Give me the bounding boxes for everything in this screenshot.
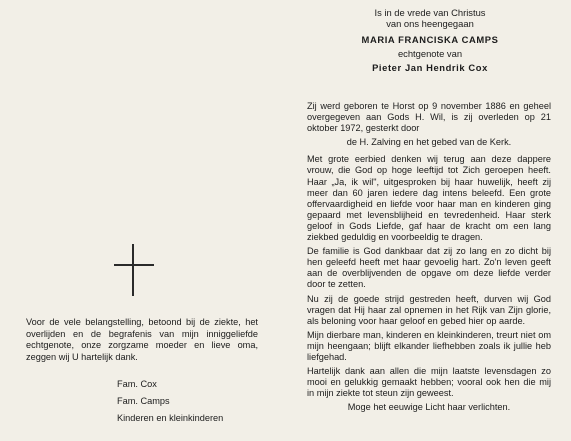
tribute-paragraph-3: Nu zij de goede strijd gestreden heeft, durven wij God vragen dat Hij haar zal opnemen in het Rijk van Zijn glorie, als beloning voor haar geloof en gebed hier op aarde. bbox=[307, 293, 551, 326]
tribute-paragraph-2: De familie is God dankbaar dat zij zo lang en zo dicht bij hen geleefd heeft met haar gevoelig hart. Zo'n leven geeft aan de overblijvenden de opgave om deze liefde verder door te zetten. bbox=[307, 246, 551, 290]
family-children: Kinderen en kleinkinderen bbox=[117, 413, 224, 423]
cross-icon bbox=[114, 244, 156, 296]
spouse-name: Pieter Jan Hendrik Cox bbox=[372, 61, 488, 73]
memorial-header bbox=[322, 7, 538, 73]
spouse-label: echtgenote van bbox=[397, 48, 463, 60]
family-camps: Fam. Camps bbox=[117, 396, 170, 406]
header-line-2: van ons heengegaan bbox=[386, 18, 474, 30]
memorial-body bbox=[307, 101, 551, 416]
acknowledgement-text: Voor de vele belangstelling, betoond bij de ziekte, het overlijden en de begrafenis van mijn inniggeliefde echtgenote, onze zorgzame moeder en lieve oma, zeggen wij U hartelijk dank. bbox=[26, 317, 258, 362]
family-signatures bbox=[117, 376, 223, 427]
biography-sacrament: de H. Zalving en het gebed van de Kerk. bbox=[346, 137, 512, 148]
tribute-paragraph-5: Hartelijk dank aan allen die mijn laatste levensdagen zo mooi en gelukkig gemaakt hebben; vooral ook hen die mij in mijn ziekte tot steun zijn geweest. bbox=[307, 366, 551, 399]
biography-born: Zij werd geboren te Horst op 9 november 1886 en geheel overgegeven aan Gods H. Wil, is zij overleden op 21 oktober 1972, gesterkt door bbox=[307, 101, 551, 134]
deceased-name: MARIA FRANCISKA CAMPS bbox=[361, 33, 499, 45]
family-cox: Fam. Cox bbox=[117, 379, 157, 389]
closing-prayer: Moge het eeuwige Licht haar verlichten. bbox=[347, 402, 511, 413]
tribute-paragraph-1: Met grote eerbied denken wij terug aan deze dappere vrouw, die God op hoge leeftijd tot Zich geroepen heeft. Haar „Ja, ik wil", uitgesproken bij haar huwelijk, heeft zij meer dan 60 jaren iedere dag intens beleefd. Een grote offervaardigheid en liefde voor haar man en kinderen ging gepaard met levensblijheid en tevredenheid. Haar sterk geloof in Gods Liefde, gaf haar de kracht om een lang ziekbed geduldig en voorbeeldig te dragen. bbox=[307, 154, 551, 243]
header-line-1: Is in de vrede van Christus bbox=[374, 7, 486, 18]
tribute-paragraph-4: Mijn dierbare man, kinderen en kleinkinderen, treurt niet om mijn heengaan; blijft elkander liefhebben zoals ik jullie heb liefgehad. bbox=[307, 329, 551, 362]
